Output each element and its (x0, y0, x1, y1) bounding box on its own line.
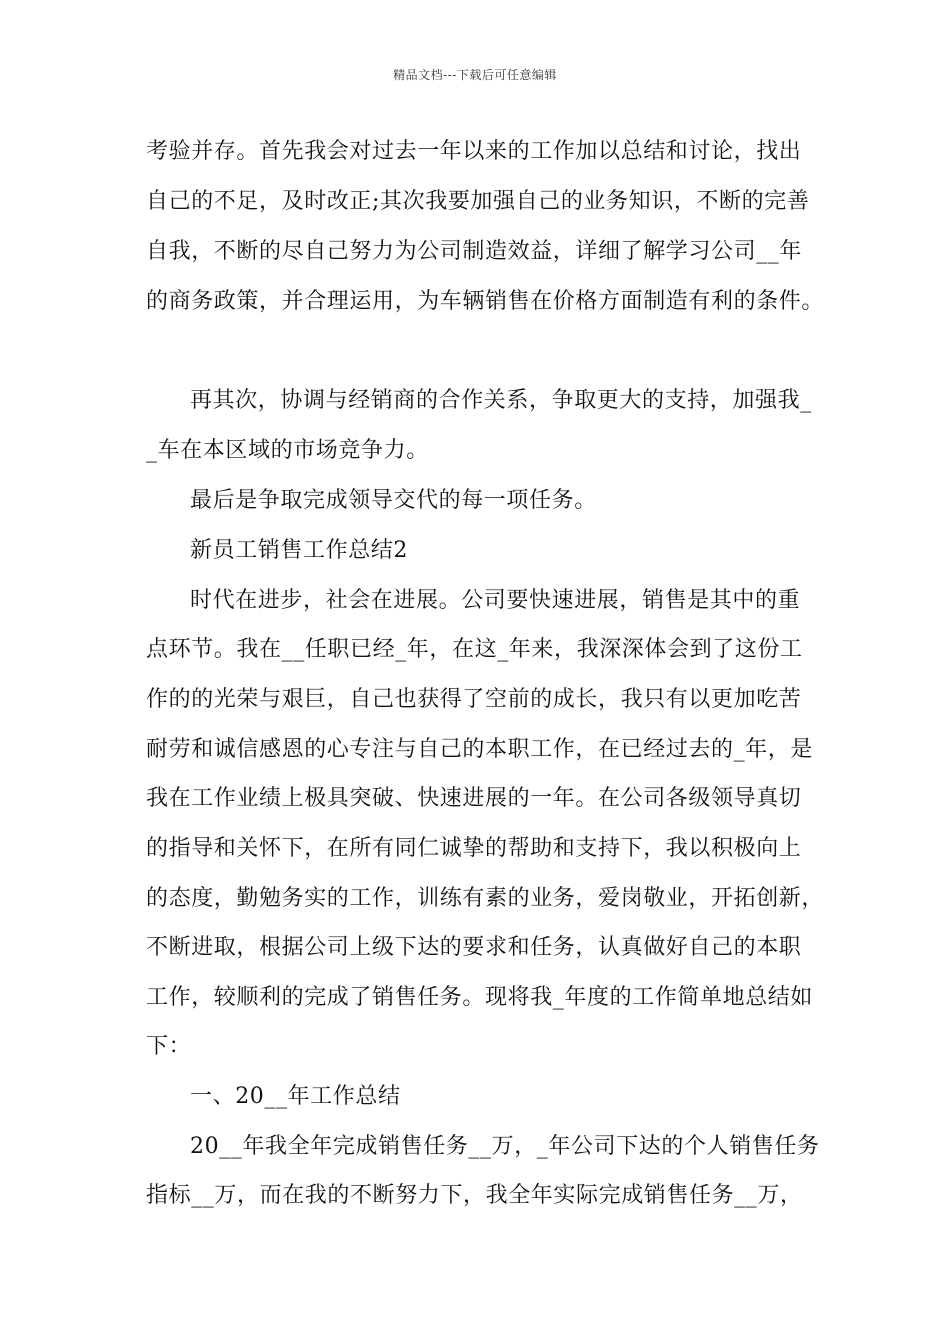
text-line: 耐劳和诚信感恩的心专注与自己的本职工作，在已经过去的_年，是 (146, 737, 814, 762)
text-line: 20__年我全年完成销售任务__万，_年公司下达的个人销售任务 (190, 1134, 820, 1159)
text-line: 的商务政策，并合理运用，为车辆销售在价格方面制造有利的条件。 (146, 289, 825, 314)
section-heading: 新员工销售工作总结2 (190, 538, 408, 563)
text-line: 下： (146, 1034, 192, 1059)
text-line: 我在工作业绩上极具突破、快速进展的一年。在公司各级领导真切 (146, 786, 802, 811)
section-heading: 一、20__年工作总结 (190, 1084, 401, 1109)
text-line: 点环节。我在__任职已经_年，在这_年来，我深深体会到了这份工 (146, 637, 803, 662)
text-line: 自己的不足，及时改正;其次我要加强自己的业务知识，不断的完善 (146, 189, 810, 214)
text-line: 的指导和关怀下，在所有同仁诚挚的帮助和支持下，我以积极向上 (146, 836, 802, 861)
document-header: 精品文档---下载后可任意编辑 (393, 68, 557, 82)
text-line: 时代在进步，社会在进展。公司要快速进展，销售是其中的重 (190, 588, 801, 613)
text-line: 的态度，勤勉务实的工作，训练有素的业务，爱岗敬业，开拓创新， (146, 886, 825, 911)
text-line: 再其次，协调与经销商的合作关系，争取更大的支持，加强我_ (190, 388, 812, 413)
text-line: 不断进取，根据公司上级下达的要求和任务，认真做好自己的本职 (146, 935, 802, 960)
text-line: 考验并存。首先我会对过去一年以来的工作加以总结和讨论，找出 (146, 139, 802, 164)
text-line: 作的的光荣与艰巨，自己也获得了空前的成长，我只有以更加吃苦 (146, 687, 802, 712)
text-line: 工作，较顺利的完成了销售任务。现将我_年度的工作简单地总结如 (146, 985, 814, 1010)
text-line: 指标__万，而在我的不断努力下，我全年实际完成销售任务__万， (146, 1183, 803, 1208)
text-line: _车在本区域的市场竞争力。 (146, 438, 429, 463)
text-line: 最后是争取完成领导交代的每一项任务。 (190, 488, 597, 513)
text-line: 自我，不断的尽自己努力为公司制造效益，详细了解学习公司__年 (146, 239, 803, 264)
